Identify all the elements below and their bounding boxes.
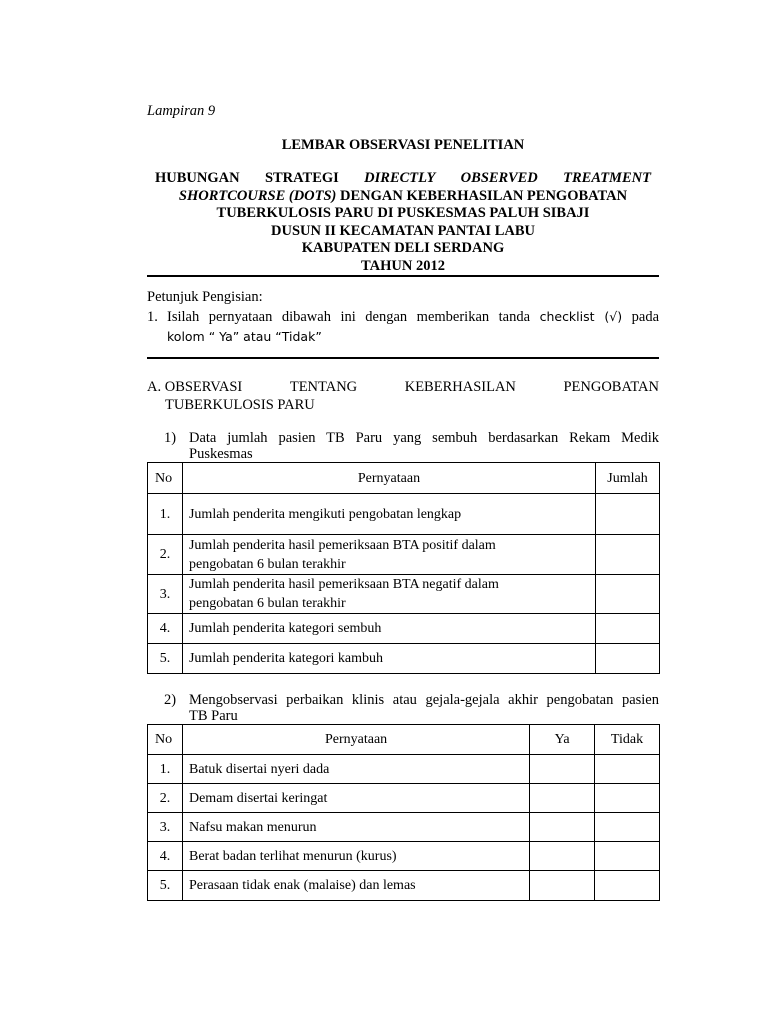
ya-checkbox-cell[interactable] [530, 784, 595, 813]
document-title: LEMBAR OBSERVASI PENELITIAN [281, 137, 525, 153]
table-header-row [148, 725, 660, 755]
table-row: 3. Nafsu makan menurun [148, 813, 660, 842]
research-title-line-5: KABUPATEN DELI SERDANG [301, 240, 505, 257]
jumlah-cell[interactable] [596, 614, 660, 644]
tidak-checkbox-cell[interactable] [595, 784, 660, 813]
header-pernyataan: Pernyataan [182, 725, 529, 755]
tidak-checkbox-cell[interactable] [595, 755, 660, 784]
ya-checkbox-cell[interactable] [530, 842, 595, 871]
title-word: DIRECTLY [364, 170, 436, 186]
research-title-line-3: TUBERKULOSIS PARU DI PUSKESMAS PALUH SIBAJI [216, 205, 590, 222]
ya-checkbox-cell[interactable] [530, 813, 595, 842]
research-title [147, 170, 659, 276]
title-word: OBSERVED [460, 170, 538, 186]
instruction-text-line-2: kolom “ Ya” atau “Tidak” [167, 329, 322, 344]
table-row: 2. Jumlah penderita hasil pemeriksaan BTA positif dalam pengobatan 6 bulan terakhir [148, 535, 660, 575]
table-row: 3. Jumlah penderita hasil pemeriksaan BTA negatif dalam pengobatan 6 bulan terakhir [148, 575, 660, 614]
table-row: 1. Batuk disertai nyeri dada [148, 755, 660, 784]
title-word: HUBUNGAN [155, 170, 240, 186]
research-title-line-4: DUSUN II KECAMATAN PANTAI LABU [271, 222, 535, 239]
jumlah-cell[interactable] [596, 535, 660, 575]
tidak-checkbox-cell[interactable] [595, 813, 660, 842]
table-row: 5. Perasaan tidak enak (malaise) dan lemas [148, 871, 660, 901]
research-title-line-1 [147, 170, 659, 188]
table-header-row [148, 463, 660, 494]
title-word: STRATEGI [264, 170, 339, 186]
table-clinical-symptoms [147, 724, 660, 901]
instruction-number: 1. [147, 309, 158, 325]
appendix-label: Lampiran 9 [147, 103, 216, 119]
instruction-text: Isilah pernyataan dibawah ini dengan memberikan tanda checklist (√) pada [167, 309, 660, 325]
table-row: 1. Jumlah penderita mengikuti pengobatan lengkap [148, 494, 660, 535]
ya-checkbox-cell[interactable] [530, 871, 595, 901]
item-2-description: 2) Mengobservasi perbaikan klinis atau gejala-gejala akhir pengobatan pasien TB Paru [164, 692, 659, 724]
instructions-heading: Petunjuk Pengisian: [147, 289, 263, 305]
divider-bottom [147, 357, 659, 359]
jumlah-cell[interactable] [596, 575, 660, 614]
header-tidak: Tidak [595, 725, 660, 755]
instructions [147, 287, 659, 347]
title-word: TREATMENT [563, 170, 651, 186]
table-row: 2. Demam disertai keringat [148, 784, 660, 813]
section-a-heading: A. OBSERVASI TENTANG KEBERHASILAN PENGOBATAN TUBERKULOSIS PARU [147, 379, 659, 413]
table-row: 4. Berat badan terlihat menurun (kurus) [148, 842, 660, 871]
research-title-line-6: TAHUN 2012 [361, 257, 445, 274]
jumlah-cell[interactable] [596, 494, 660, 535]
table-recovered-patients [147, 462, 660, 674]
item-1-description: 1) Data jumlah pasien TB Paru yang sembuh berdasarkan Rekam Medik Puskesmas [164, 430, 659, 462]
divider-top [147, 275, 659, 277]
research-title-line-2: SHORTCOURSE (DOTS) DENGAN KEBERHASILAN PENGOBATAN [178, 187, 628, 204]
header-no: No [148, 463, 183, 494]
header-pernyataan: Pernyataan [182, 463, 595, 494]
jumlah-cell[interactable] [596, 644, 660, 674]
tidak-checkbox-cell[interactable] [595, 842, 660, 871]
header-jumlah: Jumlah [596, 463, 660, 494]
ya-checkbox-cell[interactable] [530, 755, 595, 784]
table-row: 4. Jumlah penderita kategori sembuh [148, 614, 660, 644]
tidak-checkbox-cell[interactable] [595, 871, 660, 901]
header-no: No [148, 725, 183, 755]
header-ya: Ya [530, 725, 595, 755]
table-row: 5. Jumlah penderita kategori kambuh [148, 644, 660, 674]
